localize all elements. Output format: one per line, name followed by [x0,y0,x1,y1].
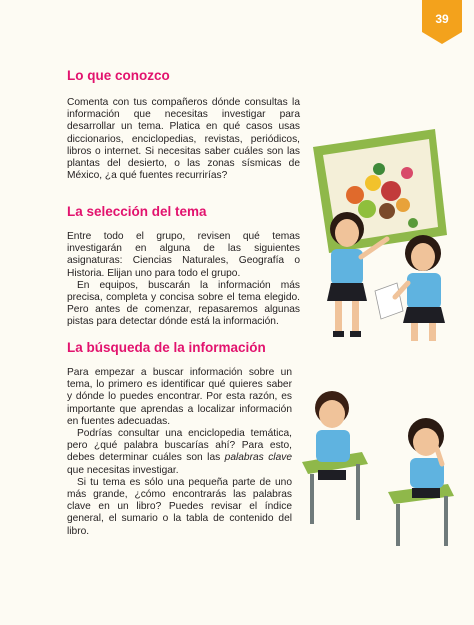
students-at-desks-illustration [292,360,467,550]
paragraph-seleccion-2: En equipos, buscarán la información más precisa, completa y concisa sobre el tema elegido. Pero antes de comenzar, repasaremos algunas pistas para detectar dónde está la información. [67,279,300,328]
paragraph-busqueda-2-b: que necesitas investigar. [67,464,179,476]
desk-left [302,452,368,524]
paragraph-busqueda-1: Para empezar a buscar información sobre un tema, lo primero es identificar qué quieres saber y dónde lo puedes encontrar. Por esta razón, es importante que aprendas a localizar información en fuentes adecuadas. [67,367,292,427]
paragraph-busqueda-3: Si tu tema es sólo una pequeña parte de uno más grande, ¿cómo encontrarás las palabras clave en un libro? Puedes revisar el índice general, el sumario o la tabla de contenido del libro. [67,476,292,537]
students-presenting-illustration [295,125,465,345]
paragraph-busqueda-2 [67,428,292,477]
keyword-emphasis: palabras clave [224,452,292,464]
page-number: 39 [435,12,449,26]
text-block-busqueda [67,367,292,538]
girl-seated-figure [408,418,444,498]
paragraph-seleccion-1: Entre todo el grupo, revisen qué temas investigarán en alguna de las siguientes asignaturas: Ciencias Naturales, Geografía o Historia. Elijan uno para todo el grupo. [67,231,300,279]
page-tab [422,0,462,44]
text-block-seleccion-tema [67,231,300,329]
girl-right-figure [375,235,445,341]
heading-busqueda-informacion: La búsqueda de la información [67,340,266,355]
heading-seleccion-tema: La selección del tema [67,204,207,219]
paragraph-lo-que-conozco: Comenta con tus compañeros dónde consultas la información que necesitas investigar para desarrollar un tema. Platica en qué casos usas diccionarios, enciclopedias, revistas, periódicos, libros o internet. Si necesitas saber cuáles son las plantas del desierto, o las zonas sísmicas de México, ¿a qué fuentes recurrirías? [67,97,300,182]
heading-lo-que-conozco: Lo que conozco [67,68,170,83]
paragraph-busqueda-2-a: Podrías consultar una enciclopedia temática, pero ¿qué palabra buscarías ahí? Para esto, debes determinar cuáles son las [67,428,292,464]
